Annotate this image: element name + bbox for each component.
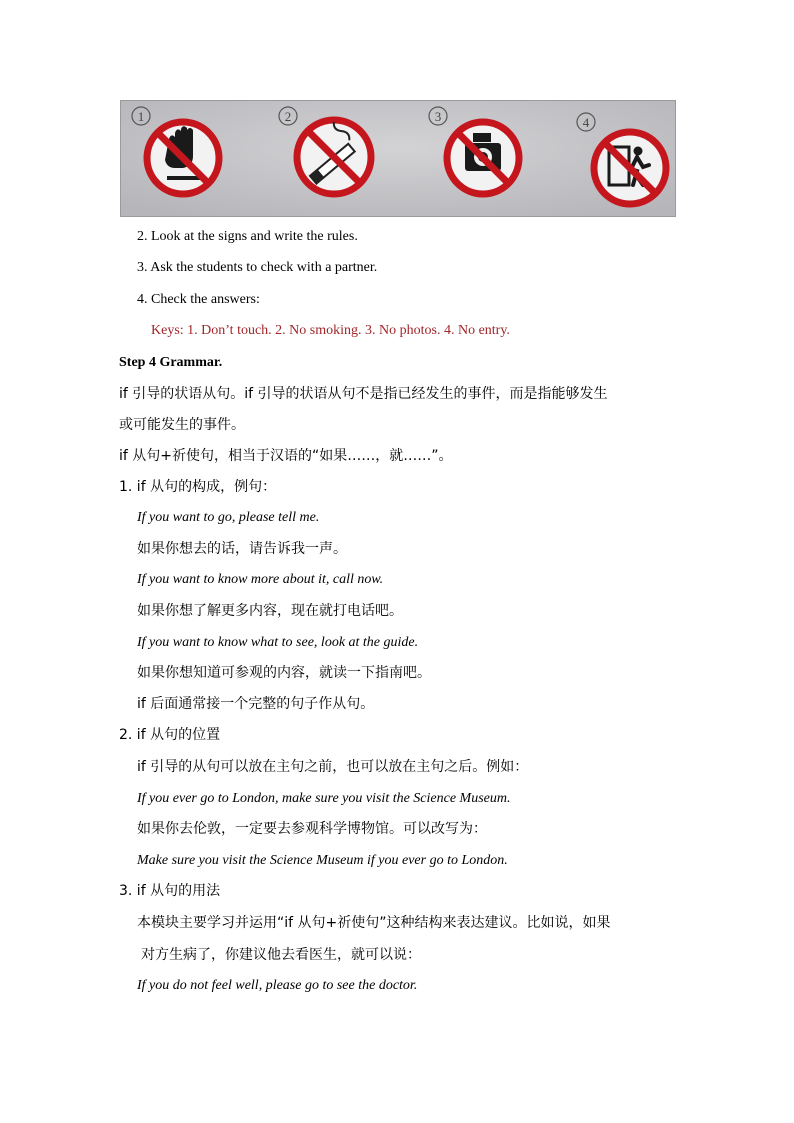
example-2-english: If you want to know more about it, call now.: [137, 572, 384, 587]
intro-paragraph-line-1: if 引导的状语从句。if 引导的状语从句不是指已经发生的事件，而是指能够发生: [119, 386, 608, 402]
section-2-example-rewritten: Make sure you visit the Science Museum if you ever go to London.: [137, 853, 508, 868]
no-touching-sign-icon: [147, 122, 219, 194]
section-3-description-line-2: 对方生病了，你建议他去看医生，就可以说：: [141, 947, 421, 963]
step-4-text: 4. Check the answers:: [137, 292, 260, 307]
section-2-description: if 引导的从句可以放在主句之前，也可以放在主句之后。例如：: [137, 759, 529, 775]
intro-paragraph-line-2: 或可能发生的事件。: [119, 417, 245, 433]
sign-number-1: 1: [137, 109, 145, 124]
section-3-description-line-1: 本模块主要学习并运用“if 从句+祈使句”这种结构来表达建议。比如说，如果: [137, 915, 611, 931]
section-1-title: 1. if 从句的构成，例句：: [119, 479, 277, 495]
step-4-grammar-heading: Step 4 Grammar.: [119, 355, 223, 370]
sign-number-2: 2: [284, 109, 292, 124]
prohibition-signs-photo: [120, 100, 676, 217]
example-3-english: If you want to know what to see, look at the guide.: [137, 635, 419, 650]
step-3-text: 3. Ask the students to check with a partner.: [137, 260, 378, 275]
example-1-chinese: 如果你想去的话，请告诉我一声。: [137, 541, 347, 557]
section-2-title: 2. if 从句的位置: [119, 727, 221, 743]
no-smoking-sign-icon: [293, 120, 371, 194]
answer-keys: Keys: 1. Don’t touch. 2. No smoking. 3. No photos. 4. No entry.: [151, 323, 510, 338]
example-2-chinese: 如果你想了解更多内容，现在就打电话吧。: [137, 603, 403, 619]
sign-number-4: 4: [582, 115, 590, 130]
intro-paragraph-2: if 从句+祈使句，相当于汉语的“如果……，就……”。: [119, 448, 453, 464]
sign-number-3: 3: [434, 109, 442, 124]
step-2-text: 2. Look at the signs and write the rules.: [137, 229, 358, 244]
section-2-example-english: If you ever go to London, make sure you visit the Science Museum.: [137, 791, 511, 806]
no-entry-sign-icon: [594, 132, 666, 204]
section-3-example-english: If you do not feel well, please go to see the doctor.: [137, 978, 418, 993]
example-1-english: If you want to go, please tell me.: [137, 510, 320, 525]
no-photos-sign-icon: [447, 122, 519, 194]
example-3-chinese: 如果你想知道可参观的内容，就读一下指南吧。: [137, 665, 431, 681]
section-2-example-chinese: 如果你去伦敦，一定要去参观科学博物馆。可以改写为：: [137, 821, 487, 837]
section-1-note: if 后面通常接一个完整的句子作从句。: [137, 696, 375, 712]
section-3-title: 3. if 从句的用法: [119, 883, 221, 899]
